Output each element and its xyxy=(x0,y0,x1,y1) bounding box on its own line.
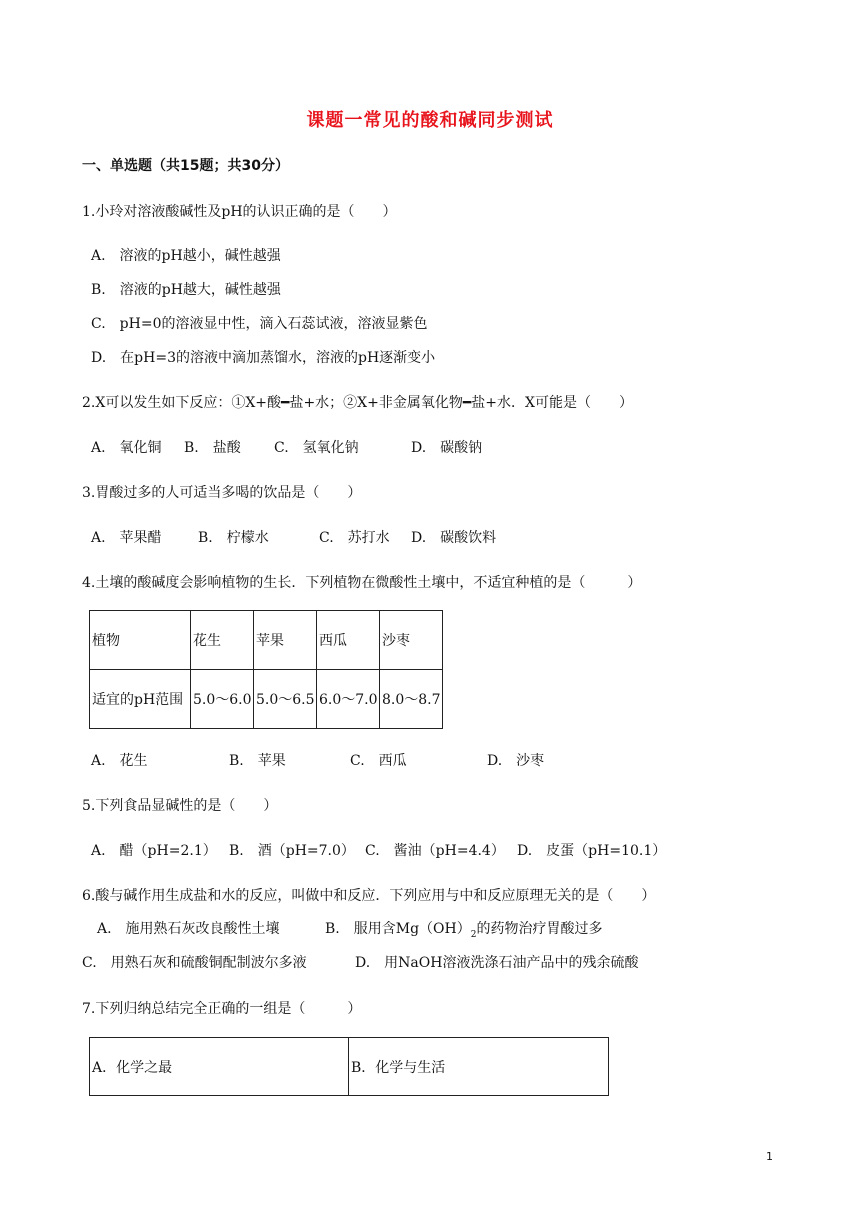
table-cell: 5.0～6.5 xyxy=(254,670,317,729)
table-cell: A．化学之最 xyxy=(90,1038,349,1096)
question-6-option-a: A. 施用熟石灰改良酸性土壤 xyxy=(97,921,280,937)
question-1-stem: 1.小玲对溶液酸碱性及pH的认识正确的是（ ） xyxy=(82,204,397,220)
question-4-option-b: B. 苹果 xyxy=(229,753,286,769)
section-heading: 一、单选题（共15题；共30分） xyxy=(82,158,289,174)
question-2-option-b: B. 盐酸 xyxy=(184,440,241,456)
summary-table xyxy=(89,1037,609,1096)
question-5-option-a: A. 醋（pH=2.1） xyxy=(91,843,217,859)
question-3-stem: 3.胃酸过多的人可适当多喝的饮品是（ ） xyxy=(82,485,362,501)
table-cell: 西瓜 xyxy=(317,611,380,670)
question-1-option-a: A. 溶液的pH越小，碱性越强 xyxy=(91,248,281,264)
question-5-stem: 5.下列食品显碱性的是（ ） xyxy=(82,798,278,814)
page-title: 课题一常见的酸和碱同步测试 xyxy=(306,110,554,131)
question-3-option-c: C. 苏打水 xyxy=(319,530,390,546)
table-row xyxy=(90,611,443,670)
question-6-option-c: C. 用熟石灰和硫酸铜配制波尔多液 xyxy=(82,955,307,971)
table-cell: 植物 xyxy=(90,611,191,670)
question-1-option-c: C. pH=0的溶液显中性，滴入石蕊试液，溶液显紫色 xyxy=(91,316,428,332)
table-cell: 6.0～7.0 xyxy=(317,670,380,729)
question-4-option-d: D. 沙枣 xyxy=(487,753,545,769)
subscript: 2 xyxy=(470,929,477,940)
question-7-stem: 7.下列归纳总结完全正确的一组是（ ） xyxy=(82,1001,362,1017)
table-cell: 苹果 xyxy=(254,611,317,670)
ph-range-table xyxy=(89,610,443,729)
question-2-option-a: A. 氧化铜 xyxy=(91,440,162,456)
question-6-option-b xyxy=(325,920,602,944)
question-1-option-b: B. 溶液的pH越大，碱性越强 xyxy=(91,282,281,298)
question-4-option-a: A. 花生 xyxy=(91,753,148,769)
table-cell: 沙枣 xyxy=(380,611,443,670)
question-6-option-b-text-end: 的药物治疗胃酸过多 xyxy=(476,921,603,937)
question-2-stem: 2.X可以发生如下反应：①X+酸━盐+水；②X+非金属氧化物━盐+水．X可能是（ ） xyxy=(82,395,634,411)
question-5-option-b: B. 酒（pH=7.0） xyxy=(229,843,355,859)
table-row xyxy=(90,670,443,729)
question-6-option-b-text: B. 服用含Mg（OH） xyxy=(325,921,471,937)
table-cell: 5.0～6.0 xyxy=(191,670,254,729)
page-number: 1 xyxy=(766,1150,773,1163)
question-4-stem: 4.土壤的酸碱度会影响植物的生长．下列植物在微酸性土壤中，不适宜种植的是（ ） xyxy=(82,575,642,591)
table-cell: B．化学与生活 xyxy=(349,1038,609,1096)
question-5-option-d: D. 皮蛋（pH=10.1） xyxy=(517,843,667,859)
question-3-option-d: D. 碳酸饮料 xyxy=(411,530,497,546)
table-cell: 花生 xyxy=(191,611,254,670)
question-5-option-c: C. 酱油（pH=4.4） xyxy=(365,843,505,859)
table-row xyxy=(90,1038,609,1096)
question-4-option-c: C. 西瓜 xyxy=(350,753,407,769)
question-2-option-c: C. 氢氧化钠 xyxy=(274,440,359,456)
question-6-stem: 6.酸与碱作用生成盐和水的反应，叫做中和反应．下列应用与中和反应原理无关的是（ ） xyxy=(82,888,656,904)
table-cell: 8.0～8.7 xyxy=(380,670,443,729)
question-3-option-a: A. 苹果醋 xyxy=(91,530,162,546)
question-2-option-d: D. 碳酸钠 xyxy=(411,440,483,456)
question-6-option-d: D. 用NaOH溶液洗涤石油产品中的残余硫酸 xyxy=(355,955,639,971)
table-cell: 适宜的pH范围 xyxy=(90,670,191,729)
question-3-option-b: B. 柠檬水 xyxy=(198,530,269,546)
question-1-option-d: D. 在pH=3的溶液中滴加蒸馏水，溶液的pH逐渐变小 xyxy=(91,350,436,366)
